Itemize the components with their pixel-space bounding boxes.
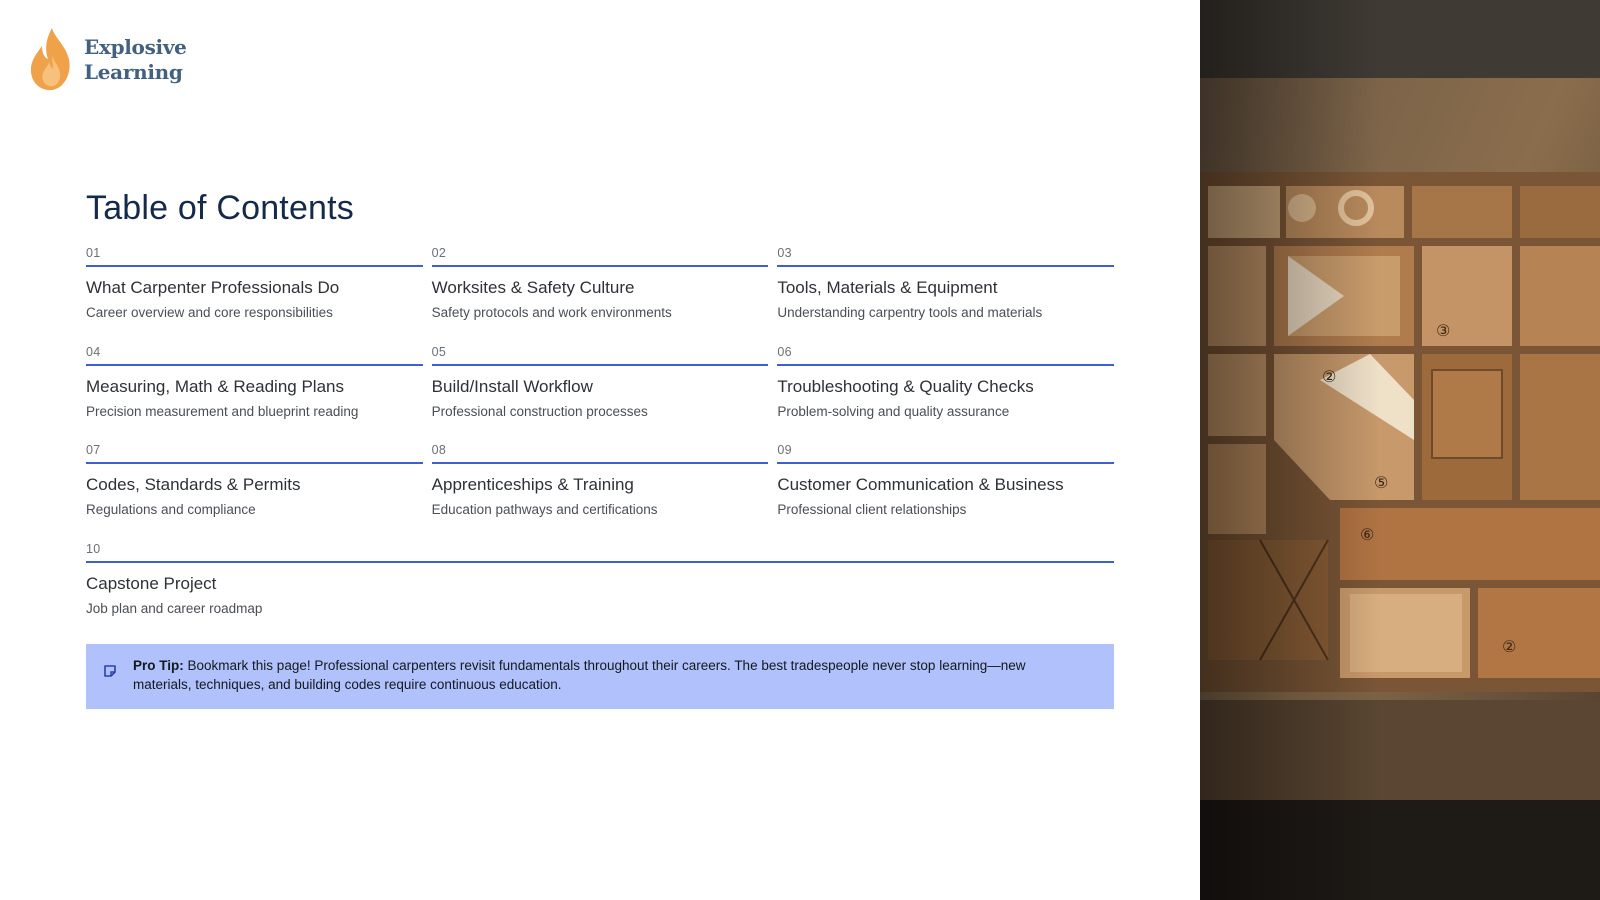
toc-subtitle: Problem-solving and quality assurance <box>777 403 1010 419</box>
toc-number: 09 <box>777 443 792 457</box>
toc-item-03[interactable] <box>777 246 1114 345</box>
toc-number: 01 <box>86 246 101 260</box>
toc-subtitle: Education pathways and certifications <box>431 502 658 517</box>
toc-grid <box>86 246 1114 640</box>
page-title: Table of Contents <box>86 189 355 227</box>
divider <box>86 265 423 267</box>
wood-tray-illustration <box>1200 0 1600 900</box>
brand-name <box>84 35 187 85</box>
toc-title: Capstone Project <box>86 573 217 593</box>
toc-subtitle: Precision measurement and blueprint reading <box>86 403 359 419</box>
divider <box>432 462 769 464</box>
toc-title: Apprenticeships & Training <box>431 475 634 494</box>
toc-item-02[interactable] <box>432 246 769 345</box>
pro-tip-label: Pro Tip: <box>133 658 184 673</box>
toc-title: Build/Install Workflow <box>431 376 593 396</box>
note-icon <box>103 664 117 678</box>
toc-item-06[interactable] <box>777 345 1114 444</box>
toc-item-04[interactable] <box>86 345 423 444</box>
brand-name-line2: Learning <box>84 60 183 84</box>
toc-item-01[interactable] <box>86 246 423 345</box>
toc-item-07[interactable] <box>86 443 423 542</box>
divider <box>777 364 1114 366</box>
woodworking-photo <box>1200 0 1600 900</box>
divider <box>86 364 423 366</box>
toc-number: 08 <box>431 443 447 457</box>
toc-title: Customer Communication & Business <box>777 475 1064 494</box>
flame-icon <box>28 26 74 94</box>
brand-logo <box>28 26 187 94</box>
toc-subtitle: Job plan and career roadmap <box>86 600 263 616</box>
toc-title: Codes, Standards & Permits <box>86 475 301 494</box>
toc-title: Measuring, Math & Reading Plans <box>86 376 344 396</box>
toc-item-10[interactable] <box>86 542 1114 641</box>
divider <box>432 364 769 366</box>
toc-title: Troubleshooting & Quality Checks <box>777 376 1034 396</box>
divider <box>777 462 1114 464</box>
divider <box>432 265 769 267</box>
divider <box>86 462 423 464</box>
toc-subtitle: Understanding carpentry tools and materials <box>777 305 1043 320</box>
toc-title: Tools, Materials & Equipment <box>777 278 998 297</box>
divider <box>86 561 1114 563</box>
toc-number: 04 <box>86 344 101 359</box>
toc-number: 05 <box>431 344 447 359</box>
brand-name-line1: Explosive <box>84 35 187 59</box>
toc-item-05[interactable] <box>432 345 769 444</box>
toc-number: 07 <box>86 443 101 457</box>
toc-number: 06 <box>777 344 792 359</box>
toc-item-09[interactable] <box>777 443 1114 542</box>
toc-subtitle: Professional construction processes <box>431 403 648 419</box>
toc-number: 03 <box>777 246 792 260</box>
toc-subtitle: Career overview and core responsibilities <box>86 305 333 320</box>
divider <box>777 265 1114 267</box>
toc-title: Worksites & Safety Culture <box>431 278 635 297</box>
toc-item-08[interactable] <box>432 443 769 542</box>
toc-number: 10 <box>86 541 101 556</box>
toc-title: What Carpenter Professionals Do <box>86 278 340 297</box>
toc-subtitle: Professional client relationships <box>777 502 967 517</box>
toc-number: 02 <box>431 246 447 260</box>
toc-subtitle: Regulations and compliance <box>86 502 256 517</box>
pro-tip-callout <box>86 644 1114 709</box>
pro-tip-text: Bookmark this page! Professional carpenters revisit fundamentals throughout their careers. The best tradespeople never stop learning—new materials, techniques, and building codes require continuous education. <box>133 658 1026 692</box>
toc-subtitle: Safety protocols and work environments <box>431 305 672 320</box>
